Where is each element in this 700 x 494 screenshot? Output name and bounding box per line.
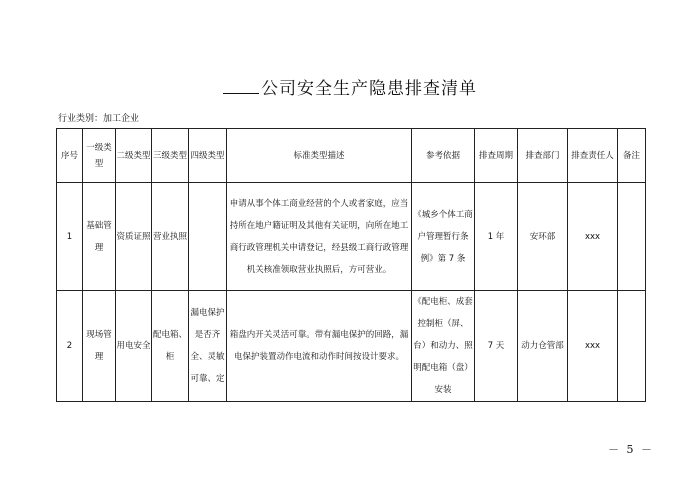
cell-department: 安环部 [518, 183, 568, 291]
header-level4: 四级类型 [189, 129, 227, 183]
header-department: 排查部门 [518, 129, 568, 183]
industry-label: 行业类别： [58, 114, 104, 124]
hazard-table [56, 128, 646, 402]
header-cycle: 排查周期 [475, 129, 518, 183]
header-level3: 三级类型 [152, 129, 189, 183]
cell-remark [618, 183, 646, 291]
cell-level3: 营业执照 [152, 183, 189, 291]
cell-basis: 《配电柜、成套控制柜（屏、台）和动力、照明配电箱（盘）安装 [412, 291, 475, 402]
cell-level4: 漏电保护是否齐全、灵敏可靠、定 [189, 291, 227, 402]
cell-description: 申请从事个体工商业经营的个人或者家庭，应当持所在地户籍证明及其他有关证明，向所在地工商行政管理机关申请登记，经县级工商行政管理机关核准领取营业执照后，方可营业。 [227, 183, 412, 291]
cell-level4 [189, 183, 227, 291]
industry-value: 加工企业 [103, 114, 140, 124]
document-title [0, 74, 700, 99]
page-number: － 5 － [608, 443, 654, 456]
industry-category [58, 111, 139, 124]
cell-level3: 配电箱、柜 [152, 291, 189, 402]
cell-person: xxx [568, 291, 618, 402]
header-remark: 备注 [618, 129, 646, 183]
cell-level1: 基础管理 [83, 183, 116, 291]
cell-no: 2 [57, 291, 83, 402]
cell-remark [618, 291, 646, 402]
title-text: 公司安全生产隐患排查清单 [261, 79, 477, 99]
title-blank-line [223, 79, 259, 94]
cell-level1: 现场管理 [83, 291, 116, 402]
cell-department: 动力仓管部 [518, 291, 568, 402]
cell-person: xxx [568, 183, 618, 291]
header-level1: 一级类型 [83, 129, 116, 183]
header-person: 排查责任人 [568, 129, 618, 183]
table-row [57, 183, 646, 291]
cell-level2: 用电安全 [116, 291, 152, 402]
header-basis: 参考依据 [412, 129, 475, 183]
table-row [57, 291, 646, 402]
header-no: 序号 [57, 129, 83, 183]
cell-level2: 资质证照 [116, 183, 152, 291]
cell-description: 箱盘内开关灵活可靠。带有漏电保护的回路，漏电保护装置动作电流和动作时间按设计要求。 [227, 291, 412, 402]
header-level2: 二级类型 [116, 129, 152, 183]
cell-no: 1 [57, 183, 83, 291]
cell-basis: 《城乡个体工商户管理暂行条例》第 7 条 [412, 183, 475, 291]
cell-cycle: 1 年 [475, 183, 518, 291]
cell-cycle: 7 天 [475, 291, 518, 402]
header-description: 标准类型描述 [227, 129, 412, 183]
table-header-row [57, 129, 646, 183]
